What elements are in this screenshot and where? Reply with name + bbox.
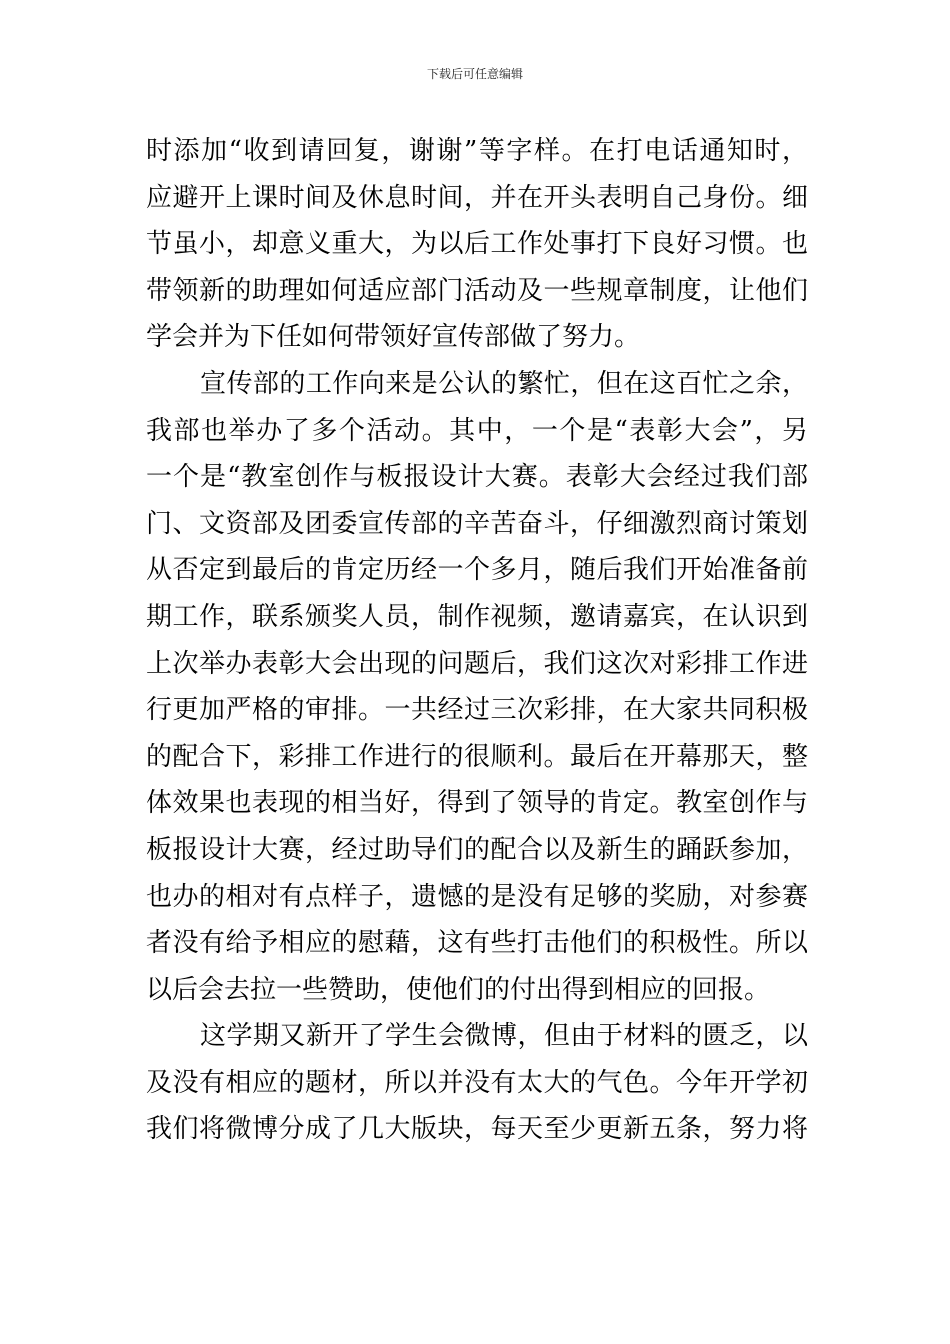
paragraph-first-line: 宣传部的工作向来是公认的繁忙，但在这百忙之余，	[200, 368, 808, 399]
text-line: 学会并为下任如何带领好宣传部做了努力。	[146, 322, 641, 353]
text-line: 我们将微博分成了几大版块，每天至少更新五条，努力将	[146, 1114, 808, 1145]
text-line: 一个是“教室创作与板报设计大赛。表彰大会经过我们部	[146, 462, 808, 493]
document-body	[146, 128, 808, 1153]
text-line: 体效果也表现的相当好，得到了领导的肯定。教室创作与	[146, 788, 808, 819]
text-line: 从否定到最后的肯定历经一个多月，随后我们开始准备前	[146, 555, 808, 586]
text-line: 及没有相应的题材，所以并没有太大的气色。今年开学初	[146, 1067, 808, 1098]
text-line: 的配合下，彩排工作进行的很顺利。最后在开幕那天，整	[146, 741, 808, 772]
text-line: 期工作，联系颁奖人员，制作视频，邀请嘉宾，在认识到	[146, 601, 808, 632]
paragraph-first-line: 这学期又新开了学生会微博，但由于材料的匮乏，以	[200, 1021, 808, 1052]
text-line: 时添加“收到请回复，谢谢”等字样。在打电话通知时，	[146, 136, 808, 166]
text-line: 板报设计大赛，经过助导们的配合以及新生的踊跃参加，	[146, 834, 808, 865]
text-line: 门、文资部及团委宣传部的辛苦奋斗，仔细激烈商讨策划	[146, 508, 808, 539]
text-line: 节虽小，却意义重大，为以后工作处事打下良好习惯。也	[146, 229, 808, 260]
text-line: 上次举办表彰大会出现的问题后，我们这次对彩排工作进	[146, 648, 808, 679]
text-line: 以后会去拉一些赞助，使他们的付出得到相应的回报。	[146, 974, 771, 1005]
text-line: 我部也举办了多个活动。其中，一个是“表彰大会”，另	[146, 415, 808, 446]
text-line: 行更加严格的审排。一共经过三次彩排，在大家共同积极	[146, 695, 808, 726]
text-line: 带领新的助理如何适应部门活动及一些规章制度，让他们	[146, 275, 808, 306]
page-header: 下载后可任意编辑	[426, 67, 523, 81]
text-line: 应避开上课时间及休息时间，并在开头表明自己身份。细	[146, 182, 808, 213]
text-line: 者没有给予相应的慰藉，这有些打击他们的积极性。所以	[146, 928, 808, 959]
text-line: 也办的相对有点样子，遗憾的是没有足够的奖励，对参赛	[146, 881, 808, 912]
